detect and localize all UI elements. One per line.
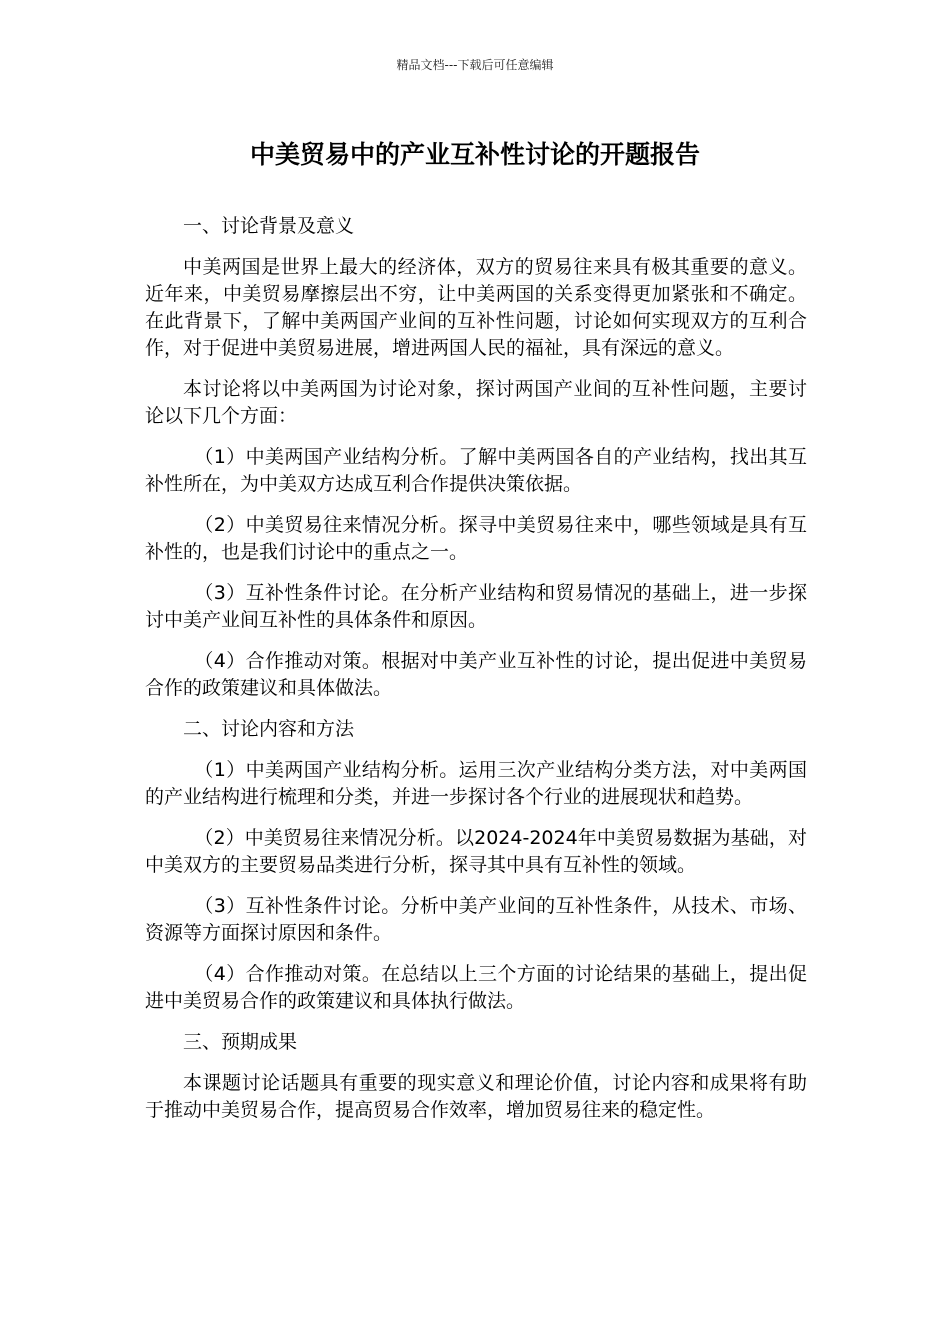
paragraph-outcomes: 本课题讨论话题具有重要的现实意义和理论价值，讨论内容和成果将有助于推动中美贸易合作，提高贸易合作效率，增加贸易往来的稳定性。 xyxy=(145,1072,807,1121)
list-item-countermeasures: （4）合作推动对策。根据对中美产业互补性的讨论，提出促进中美贸易合作的政策建议和具体做法。 xyxy=(145,650,807,699)
document-body xyxy=(145,213,807,1138)
section-heading-outcomes: 三、预期成果 xyxy=(183,1031,298,1053)
document-title: 中美贸易中的产业互补性讨论的开题报告 xyxy=(249,140,700,169)
paragraph-scope: 本讨论将以中美两国为讨论对象，探讨两国产业间的互补性问题，主要讨论以下几个方面： xyxy=(145,378,807,427)
paragraph-background: 中美两国是世界上最大的经济体，双方的贸易往来具有极其重要的意义。近年来，中美贸易摩擦层出不穷，让中美两国的关系变得更加紧张和不确定。在此背景下，了解中美两国产业间的互补性问题，讨论如何实现双方的互利合作，对于促进中美贸易进展，增进两国人民的福祉，具有深远的意义。 xyxy=(145,256,807,359)
list-item-trade: （2）中美贸易往来情况分析。探寻中美贸易往来中，哪些领域是具有互补性的，也是我们讨论中的重点之一。 xyxy=(145,514,807,563)
section-heading-content-methods: 二、讨论内容和方法 xyxy=(183,718,355,740)
list-item-method-structure: （1）中美两国产业结构分析。运用三次产业结构分类方法，对中美两国的产业结构进行梳理和分类，并进一步探讨各个行业的进展现状和趋势。 xyxy=(145,759,807,808)
list-item-method-trade: （2）中美贸易往来情况分析。以2024-2024年中美贸易数据为基础，对中美双方的主要贸易品类进行分析，探寻其中具有互补性的领域。 xyxy=(145,827,807,876)
section-heading-background: 一、讨论背景及意义 xyxy=(183,215,355,237)
header-note: 精品文档---下载后可任意编辑 xyxy=(396,58,554,72)
list-item-conditions: （3）互补性条件讨论。在分析产业结构和贸易情况的基础上，进一步探讨中美产业间互补性的具体条件和原因。 xyxy=(145,582,807,631)
list-item-method-countermeasures: （4）合作推动对策。在总结以上三个方面的讨论结果的基础上，提出促进中美贸易合作的政策建议和具体执行做法。 xyxy=(145,963,807,1012)
list-item-method-conditions: （3）互补性条件讨论。分析中美产业间的互补性条件，从技术、市场、资源等方面探讨原因和条件。 xyxy=(145,895,807,944)
list-item-structure: （1）中美两国产业结构分析。了解中美两国各自的产业结构，找出其互补性所在，为中美双方达成互利合作提供决策依据。 xyxy=(145,446,807,495)
